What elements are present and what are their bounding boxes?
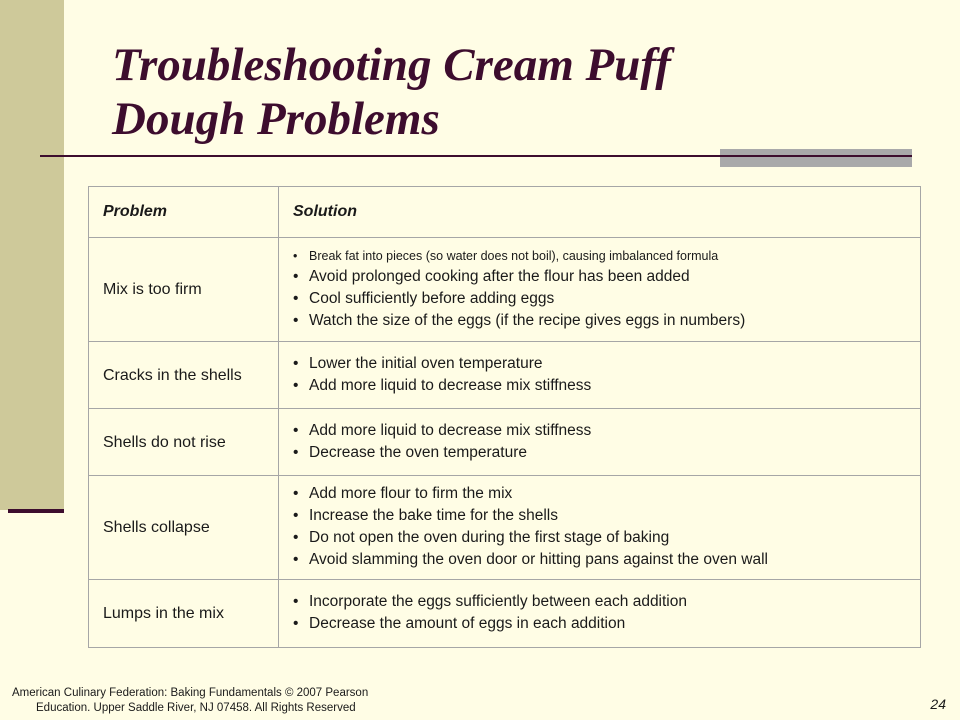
solution-item: • Increase the bake time for the shells	[293, 505, 920, 527]
problem-cell: Lumps in the mix	[89, 580, 279, 648]
title-accent-line	[720, 155, 912, 157]
solution-cell	[279, 476, 921, 580]
slide-title	[112, 38, 912, 146]
left-band-rule	[8, 509, 64, 513]
solution-item: • Avoid slamming the oven door or hitting pans against the oven wall	[293, 549, 920, 571]
title-line-1: Troubleshooting Cream Puff	[112, 39, 671, 91]
footer-line-2: Education. Upper Saddle River, NJ 07458. All Rights Reserved	[36, 702, 356, 714]
page-number: 24	[930, 696, 946, 712]
title-line-2: Dough Problems	[112, 93, 440, 145]
solution-list	[293, 353, 920, 397]
table-row	[89, 238, 921, 342]
solution-item: • Add more liquid to decrease mix stiffness	[293, 420, 920, 442]
copyright-footer	[12, 686, 452, 716]
problem-cell: Mix is too firm	[89, 238, 279, 342]
problem-cell: Cracks in the shells	[89, 342, 279, 409]
solution-item: • Decrease the amount of eggs in each addition	[293, 613, 920, 635]
table-header-row	[89, 187, 921, 238]
header-problem: Problem	[89, 187, 279, 238]
solution-cell	[279, 342, 921, 409]
left-accent-band	[0, 0, 64, 510]
solution-item: • Do not open the oven during the first stage of baking	[293, 527, 920, 549]
solution-item: • Break fat into pieces (so water does not boil), causing imbalanced formula	[293, 246, 920, 266]
table-row	[89, 580, 921, 648]
solution-item: • Lower the initial oven temperature	[293, 353, 920, 375]
solution-item: • Add more flour to firm the mix	[293, 483, 920, 505]
problem-cell: Shells collapse	[89, 476, 279, 580]
table-row	[89, 409, 921, 476]
solution-list	[293, 591, 920, 635]
solution-item: • Avoid prolonged cooking after the flour has been added	[293, 266, 920, 288]
solution-list	[293, 483, 920, 571]
solution-cell	[279, 238, 921, 342]
solution-cell	[279, 580, 921, 648]
table-row	[89, 476, 921, 580]
solution-list	[293, 420, 920, 464]
troubleshooting-table	[88, 186, 921, 648]
solution-item: • Watch the size of the eggs (if the recipe gives eggs in numbers)	[293, 310, 920, 332]
footer-line-1: American Culinary Federation: Baking Fundamentals © 2007 Pearson	[12, 687, 369, 699]
solution-cell	[279, 409, 921, 476]
solution-item: • Cool sufficiently before adding eggs	[293, 288, 920, 310]
solution-item: • Add more liquid to decrease mix stiffness	[293, 375, 920, 397]
solution-item: • Decrease the oven temperature	[293, 442, 920, 464]
problem-cell: Shells do not rise	[89, 409, 279, 476]
solution-list	[293, 246, 920, 332]
header-solution: Solution	[279, 187, 921, 238]
solution-item: • Incorporate the eggs sufficiently between each addition	[293, 591, 920, 613]
title-accent-bar	[720, 149, 912, 167]
table-row	[89, 342, 921, 409]
